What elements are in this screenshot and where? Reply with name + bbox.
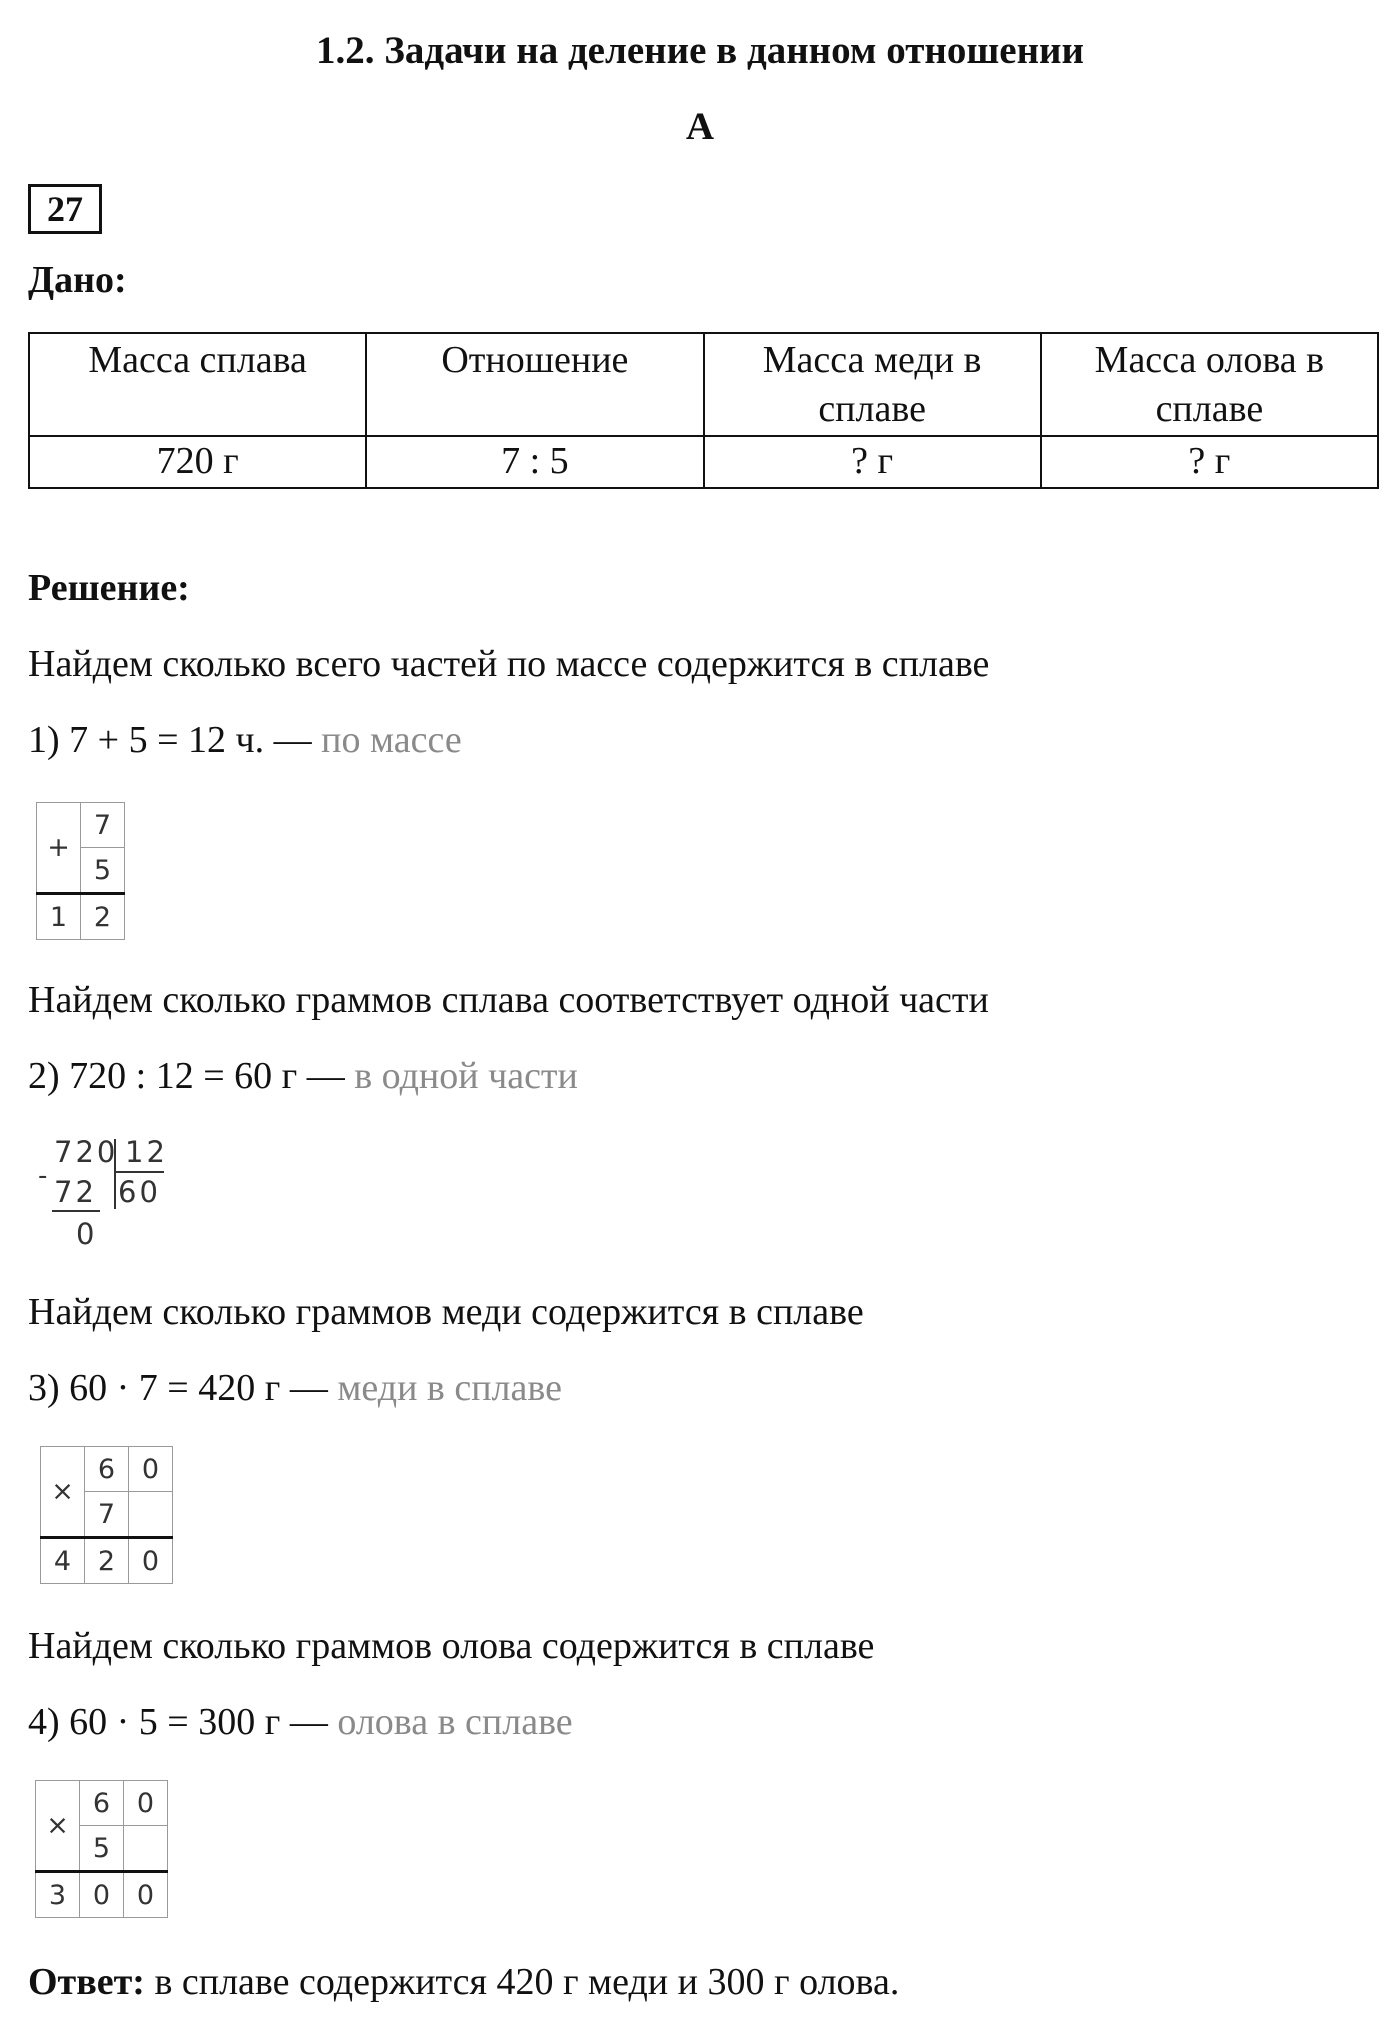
- digit: 5: [81, 848, 125, 894]
- step-4-equation: [28, 1700, 573, 1744]
- answer-label: Ответ:: [28, 1961, 145, 2003]
- digit: 0: [80, 1872, 124, 1918]
- digit: 0: [129, 1538, 173, 1584]
- divisor: 12: [125, 1135, 168, 1169]
- column-header: Масса олова в сплаве: [1041, 333, 1378, 436]
- digit: 0: [124, 1781, 168, 1826]
- step-2-text: Найдем сколько граммов сплава соответствует одной части: [28, 979, 989, 1021]
- table-cell: 7 : 5: [366, 436, 703, 488]
- multiplication-calc-1: [40, 1446, 173, 1584]
- digit: 7: [85, 1492, 129, 1538]
- table-cell: ? г: [704, 436, 1041, 488]
- digit: 2: [85, 1538, 129, 1584]
- step-4-text: Найдем сколько граммов олова содержится в сплаве: [28, 1625, 875, 1667]
- equation: 3) 60 · 7 = 420 г —: [28, 1367, 328, 1409]
- division-lines: [38, 1135, 168, 1260]
- digit: 4: [41, 1538, 85, 1584]
- digit: 6: [80, 1781, 124, 1826]
- column-header: Масса сплава: [29, 333, 366, 436]
- table-cell: ? г: [1041, 436, 1378, 488]
- multiply-sign: ×: [36, 1781, 80, 1872]
- remainder: 0: [76, 1217, 98, 1251]
- digit: 5: [80, 1826, 124, 1872]
- section-letter: А: [685, 105, 715, 148]
- equation: 2) 720 : 12 = 60 г —: [28, 1055, 345, 1097]
- equation-note: по массе: [321, 719, 462, 761]
- step-1-equation: [28, 718, 462, 762]
- minus-sign: -: [38, 1161, 51, 1191]
- dividend: 720: [54, 1135, 119, 1169]
- digit: 0: [129, 1447, 173, 1492]
- equation: 4) 60 · 5 = 300 г —: [28, 1701, 328, 1743]
- digit: 6: [85, 1447, 129, 1492]
- step-1-text: Найдем сколько всего частей по массе содержится в сплаве: [28, 643, 990, 685]
- page-title: 1.2. Задачи на деление в данном отношении: [316, 29, 1084, 72]
- answer-text: в сплаве содержится 420 г меди и 300 г олова.: [154, 1961, 900, 2003]
- column-header: Масса меди в сплаве: [704, 333, 1041, 436]
- given-table: [28, 332, 1379, 489]
- addition-calc: [36, 802, 125, 940]
- equation-note: меди в сплаве: [337, 1367, 562, 1409]
- given-label: Дано:: [28, 259, 127, 301]
- column-header: Отношение: [366, 333, 703, 436]
- solution-label: Решение:: [28, 567, 190, 609]
- multiply-sign: ×: [41, 1447, 85, 1538]
- digit: 0: [124, 1872, 168, 1918]
- equation-note: в одной части: [354, 1055, 578, 1097]
- table-header-row: [29, 333, 1378, 436]
- digit: 1: [37, 894, 81, 940]
- long-division: [38, 1135, 168, 1260]
- table-row: [29, 436, 1378, 488]
- multiplication-calc-2: [35, 1780, 168, 1918]
- digit: 7: [81, 803, 125, 848]
- step-2-equation: [28, 1054, 578, 1098]
- answer: [28, 1960, 899, 2004]
- digit: 3: [36, 1872, 80, 1918]
- plus-sign: +: [37, 803, 81, 894]
- equation-note: олова в сплаве: [337, 1701, 573, 1743]
- digit: [124, 1826, 168, 1872]
- step-3-equation: [28, 1366, 562, 1410]
- equation: 1) 7 + 5 = 12 ч. —: [28, 719, 312, 761]
- step-3-text: Найдем сколько граммов меди содержится в сплаве: [28, 1291, 864, 1333]
- subtrahend: 72: [54, 1175, 97, 1209]
- problem-number: 27: [28, 184, 102, 234]
- quotient: 60: [118, 1175, 161, 1209]
- digit: 2: [81, 894, 125, 940]
- digit: [129, 1492, 173, 1538]
- table-cell: 720 г: [29, 436, 366, 488]
